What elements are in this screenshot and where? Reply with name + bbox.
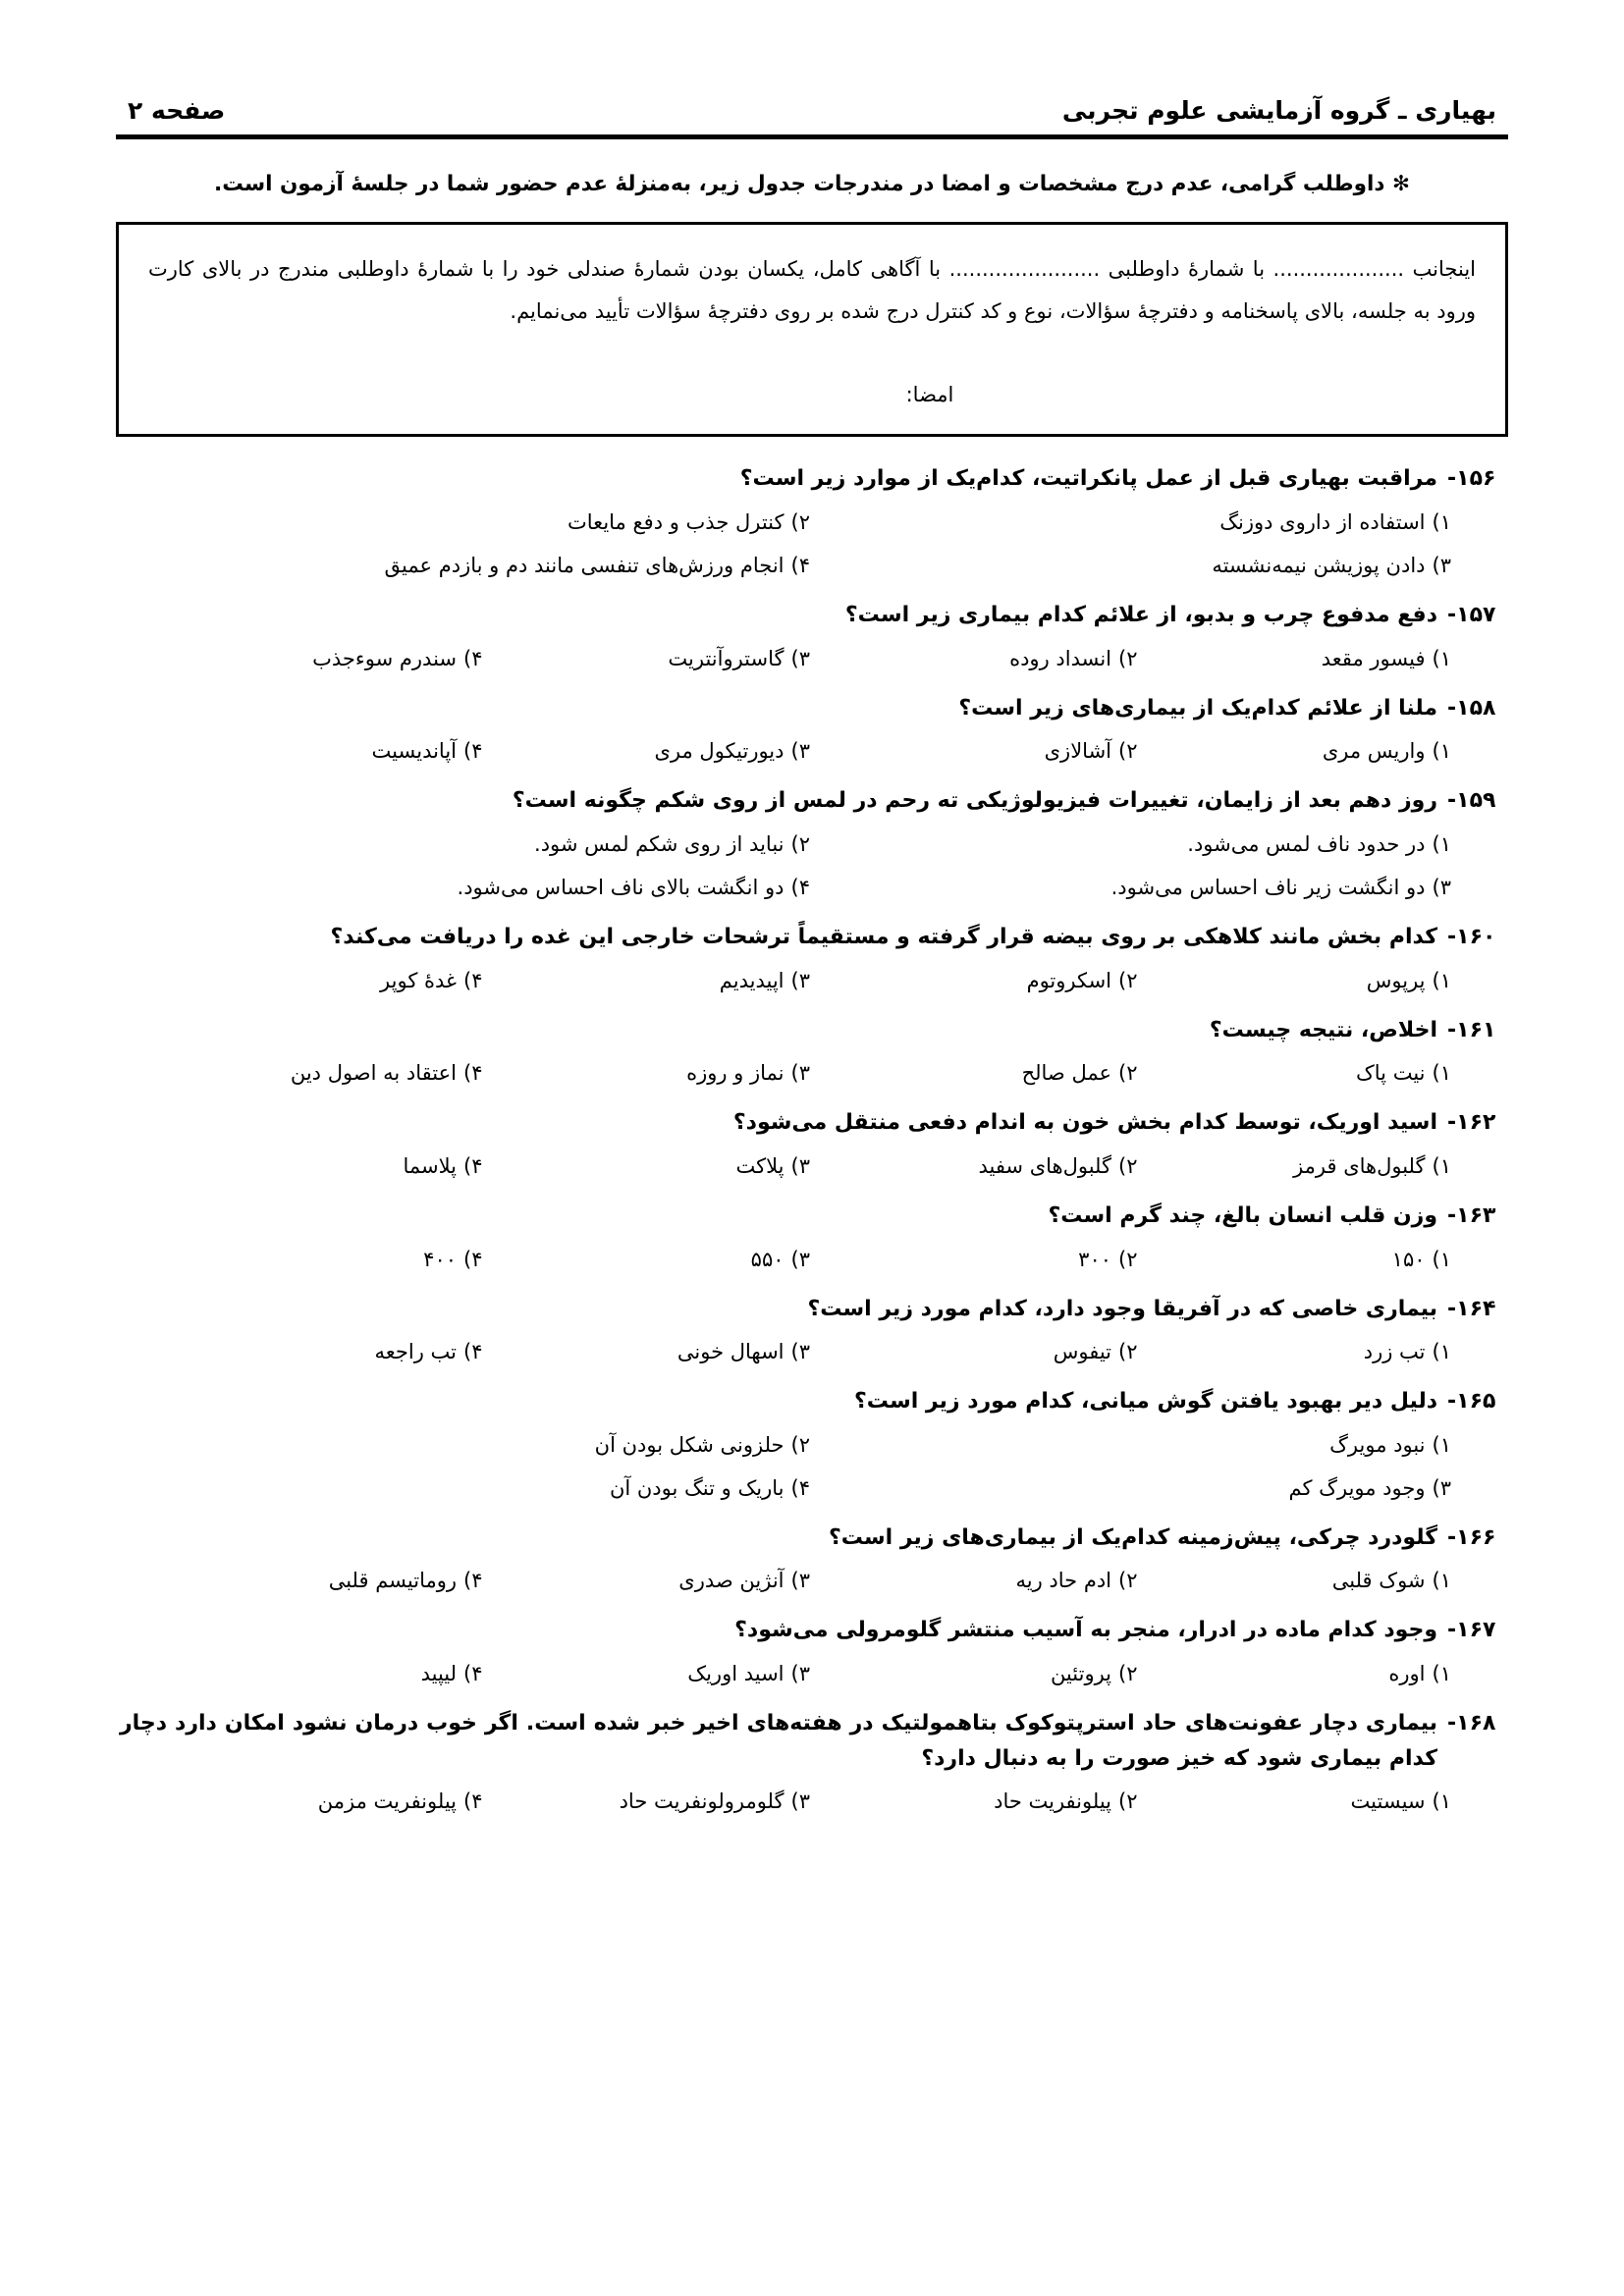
option-label: گلبول‌های سفید [978, 1153, 1112, 1178]
option-number: ۱) [1432, 1340, 1451, 1364]
declaration-box [116, 222, 1508, 437]
question-block [116, 1006, 1508, 1095]
option-number: ۴) [463, 1153, 483, 1178]
option-label: اوره [1388, 1662, 1426, 1686]
question-number: ۱۵۸- [1447, 695, 1496, 721]
option-label: پلاسما [403, 1153, 458, 1178]
page-header [116, 96, 1508, 132]
question-number: ۱۶۲- [1447, 1110, 1496, 1136]
declaration-body: اینجانب .................... با شمارهٔ داوطلبی ....................... با آگاهی کامل، یکسان بودن شمارهٔ صندلی خود را با شمارهٔ داوطلبی مندرج در بالای کارت ورود به جلسه، بالای پاسخنامه و دفترچهٔ سؤالات، نوع و کد کنترل درج شده بر روی دفترچهٔ سؤالات تأیید می‌نمایم. [148, 257, 1476, 324]
options-group [116, 1238, 1508, 1281]
question-block [116, 1606, 1508, 1695]
answer-option[interactable] [155, 1657, 483, 1690]
question-block [116, 913, 1508, 1002]
question-text: کدام بخش مانند کلاهکی بر روی بیضه قرار گرفته و مستقیماً ترشحات خارجی این غده را دریافت می‌کند؟ [330, 924, 1437, 949]
signature-label: امضا: [905, 383, 954, 407]
option-row [155, 866, 1465, 909]
option-row [155, 729, 1465, 773]
option-label: انجام ورزش‌های تنفسی مانند دم و بازدم عمیق [384, 554, 785, 578]
option-number: ۳) [1432, 875, 1451, 899]
option-number: ۲) [1118, 1061, 1138, 1086]
question-number: ۱۶۸- [1447, 1711, 1496, 1736]
answer-option[interactable] [1138, 1335, 1466, 1368]
options-group [116, 1051, 1508, 1095]
answer-option[interactable] [1138, 964, 1466, 997]
question-text: مراقبت بهیاری قبل از عمل پانکراتیت، کدام‌یک از موارد زیر است؟ [739, 466, 1437, 492]
question-block [116, 1377, 1508, 1510]
option-label: فیسور مقعد [1321, 646, 1426, 670]
answer-option[interactable] [810, 1564, 1138, 1597]
option-number: ۲) [1118, 968, 1138, 992]
question-text: اخلاص، نتیجه چیست؟ [1209, 1017, 1437, 1042]
option-number: ۱) [1432, 1662, 1451, 1686]
option-label: دو انگشت زیر ناف احساس می‌شود. [1110, 875, 1426, 899]
option-label: باریک و تنگ بودن آن [609, 1475, 785, 1500]
question-text: دلیل دیر بهبود یافتن گوش میانی، کدام مورد زیر است؟ [854, 1389, 1437, 1415]
question-text: گلودرد چرکی، پیش‌زمینه کدام‌یک از بیماری‌های زیر است؟ [828, 1524, 1437, 1550]
option-number: ۴) [463, 1789, 483, 1814]
question-number: ۱۶۱- [1447, 1017, 1496, 1042]
answer-option[interactable] [483, 964, 811, 997]
option-number: ۳) [790, 1340, 810, 1364]
option-label: دادن پوزیشن نیمه‌نشسته [1212, 554, 1426, 578]
question-block [116, 591, 1508, 680]
option-number: ۲) [1118, 1789, 1138, 1814]
question-text: بیماری دچار عفونت‌های حاد استرپتوکوک بتاهمولتیک در هفته‌های اخیر خبر شده است. اگر خوب درمان نشود امکان دارد دچار کدام بیماری شود که خیز صورت را به دنبال دارد؟ [120, 1711, 1437, 1771]
question-number: ۱۶۴- [1447, 1296, 1496, 1321]
option-label: گلومرولونفریت حاد [619, 1789, 785, 1814]
option-number: ۳) [790, 1247, 810, 1271]
options-group [116, 1559, 1508, 1602]
option-number: ۱) [1432, 831, 1451, 856]
option-number: ۱) [1432, 1153, 1451, 1178]
option-label: دیورتیکول مری [654, 739, 785, 764]
option-label: ۳۰۰ [1078, 1247, 1112, 1271]
options-group [116, 1423, 1508, 1510]
option-label: در حدود ناف لمس می‌شود. [1187, 831, 1426, 856]
option-row [155, 1467, 1465, 1510]
option-number: ۴) [463, 1247, 483, 1271]
option-label: نباید از روی شکم لمس شود. [534, 831, 785, 856]
answer-option[interactable] [155, 828, 810, 861]
option-number: ۲) [790, 510, 810, 535]
option-label: شوک قلبی [1331, 1569, 1426, 1593]
answer-option[interactable] [810, 964, 1138, 997]
answer-option[interactable] [810, 549, 1465, 582]
answer-option[interactable] [1138, 1056, 1466, 1090]
answer-option[interactable] [155, 1428, 810, 1462]
question-text: وجود کدام ماده در ادرار، منجر به آسیب منتشر گلومرولی می‌شود؟ [734, 1618, 1437, 1643]
option-label: سندرم سوءجذب [312, 646, 458, 670]
option-number: ۱) [1432, 1569, 1451, 1593]
answer-option[interactable] [483, 1785, 811, 1818]
option-number: ۲) [1118, 1153, 1138, 1178]
option-label: آشالازی [1044, 739, 1112, 764]
answer-option[interactable] [155, 871, 810, 904]
answer-option[interactable] [155, 1471, 810, 1505]
option-number: ۳) [790, 968, 810, 992]
answer-option[interactable] [1138, 642, 1466, 675]
option-number: ۱) [1432, 1432, 1451, 1457]
answer-option[interactable] [483, 1149, 811, 1183]
option-label: عمل صالح [1021, 1061, 1112, 1086]
answer-option[interactable] [810, 1785, 1138, 1818]
question-block [116, 1192, 1508, 1281]
option-number: ۱) [1432, 510, 1451, 535]
option-number: ۴) [463, 1061, 483, 1086]
option-label: ۱۵۰ [1391, 1247, 1426, 1271]
option-number: ۴) [790, 1475, 810, 1500]
question-stem [116, 684, 1508, 730]
answer-option[interactable] [810, 1149, 1138, 1183]
option-label: نبود مویرگ [1329, 1432, 1426, 1457]
answer-option[interactable] [483, 734, 811, 768]
option-number: ۴) [790, 875, 810, 899]
questions-list [116, 454, 1508, 1823]
candidate-notice: ✻ داوطلب گرامی، عدم درج مشخصات و امضا در مندرجات جدول زیر، به‌منزلهٔ عدم حضور شما در جلسهٔ آزمون است. [214, 172, 1410, 196]
answer-option[interactable] [810, 734, 1138, 768]
header-exam-title: بهیاری ـ گروه آزمایشی علوم تجربی [1061, 96, 1496, 125]
answer-option[interactable] [155, 549, 810, 582]
question-stem [116, 1192, 1508, 1238]
option-label: انسداد روده [1009, 646, 1112, 670]
options-group [116, 1330, 1508, 1373]
options-group [116, 959, 1508, 1002]
option-number: ۲) [790, 1432, 810, 1457]
option-label: لیپید [420, 1662, 458, 1686]
question-stem [116, 913, 1508, 959]
answer-option[interactable] [810, 1056, 1138, 1090]
option-number: ۴) [463, 1662, 483, 1686]
option-label: غدهٔ کوپر [380, 968, 458, 992]
option-number: ۱) [1432, 1247, 1451, 1271]
option-label: آپاندیسیت [371, 739, 458, 764]
option-label: حلزونی شکل بودن آن [594, 1432, 785, 1457]
question-stem [116, 1699, 1508, 1780]
answer-option[interactable] [810, 1471, 1465, 1505]
option-number: ۲) [1118, 1340, 1138, 1364]
options-group [116, 501, 1508, 587]
question-number: ۱۶۰- [1447, 924, 1496, 949]
options-group [116, 1652, 1508, 1695]
option-row [155, 1238, 1465, 1281]
option-label: تیفوس [1053, 1340, 1112, 1364]
question-number: ۱۵۷- [1447, 603, 1496, 628]
question-block [116, 1285, 1508, 1374]
question-block [116, 1699, 1508, 1823]
option-label: اسهال خونی [677, 1340, 785, 1364]
option-number: ۳) [790, 1061, 810, 1086]
question-block [116, 454, 1508, 587]
answer-option[interactable] [1138, 1564, 1466, 1597]
answer-option[interactable] [155, 1564, 483, 1597]
option-label: دو انگشت بالای ناف احساس می‌شود. [457, 875, 785, 899]
options-group [116, 1780, 1508, 1823]
option-row [155, 1145, 1465, 1188]
option-row [155, 1330, 1465, 1373]
option-label: کنترل جذب و دفع مایعات [568, 510, 785, 535]
question-stem [116, 1285, 1508, 1331]
answer-option[interactable] [155, 734, 483, 768]
question-number: ۱۶۳- [1447, 1202, 1496, 1228]
option-label: اسکروتوم [1026, 968, 1112, 992]
option-label: اعتقاد به اصول دین [290, 1061, 458, 1086]
answer-option[interactable] [810, 1657, 1138, 1690]
option-number: ۲) [790, 831, 810, 856]
option-row [155, 1652, 1465, 1695]
question-block [116, 1514, 1508, 1603]
question-stem [116, 1606, 1508, 1652]
answer-option[interactable] [1138, 1657, 1466, 1690]
option-number: ۲) [1118, 1247, 1138, 1271]
option-row [155, 544, 1465, 587]
option-number: ۱) [1432, 1061, 1451, 1086]
question-text: ملنا از علائم کدام‌یک از بیماری‌های زیر است؟ [958, 695, 1437, 721]
answer-option[interactable] [483, 1564, 811, 1597]
question-stem [116, 1377, 1508, 1423]
answer-option[interactable] [155, 506, 810, 539]
answer-option[interactable] [810, 506, 1465, 539]
question-block [116, 684, 1508, 774]
question-stem [116, 776, 1508, 823]
question-stem [116, 1514, 1508, 1560]
option-number: ۳) [790, 739, 810, 764]
option-number: ۴) [790, 554, 810, 578]
option-row [155, 823, 1465, 866]
option-label: اسید اوریک [687, 1662, 785, 1686]
answer-option[interactable] [1138, 1149, 1466, 1183]
answer-option[interactable] [1138, 734, 1466, 768]
option-number: ۳) [790, 1789, 810, 1814]
option-number: ۲) [1118, 1662, 1138, 1686]
option-row [155, 1559, 1465, 1602]
option-number: ۳) [790, 646, 810, 670]
option-label: ۴۰۰ [423, 1247, 458, 1271]
option-row [155, 637, 1465, 680]
header-page-number: صفحه ۲ [128, 96, 226, 125]
question-block [116, 776, 1508, 909]
option-label: پرپوس [1366, 968, 1426, 992]
answer-option[interactable] [155, 1335, 483, 1368]
option-label: ادم حاد ریه [1015, 1569, 1112, 1593]
question-number: ۱۶۶- [1447, 1524, 1496, 1550]
option-number: ۱) [1432, 1789, 1451, 1814]
answer-option[interactable] [810, 1428, 1465, 1462]
option-row [155, 1780, 1465, 1823]
option-number: ۴) [463, 1569, 483, 1593]
question-text: اسید اوریک، توسط کدام بخش خون به اندام دفعی منتقل می‌شود؟ [732, 1110, 1437, 1136]
option-number: ۱) [1432, 739, 1451, 764]
answer-option[interactable] [1138, 1243, 1466, 1276]
answer-option[interactable] [155, 964, 483, 997]
answer-option[interactable] [155, 1243, 483, 1276]
option-row [155, 959, 1465, 1002]
option-label: پروتئین [1050, 1662, 1112, 1686]
answer-option[interactable] [155, 1785, 483, 1818]
option-label: اپیدیدیم [719, 968, 785, 992]
option-label: گاستروآنتریت [668, 646, 785, 670]
options-group [116, 823, 1508, 909]
option-label: روماتیسم قلبی [328, 1569, 458, 1593]
option-number: ۲) [1118, 739, 1138, 764]
option-label: پیلونفریت مزمن [317, 1789, 458, 1814]
question-stem [116, 1098, 1508, 1145]
option-row [155, 501, 1465, 544]
option-label: تب راجعه [374, 1340, 458, 1364]
option-label: وجود مویرگ کم [1288, 1475, 1426, 1500]
question-stem [116, 591, 1508, 637]
option-label: پیلونفریت حاد [994, 1789, 1112, 1814]
option-number: ۲) [1118, 1569, 1138, 1593]
option-label: نیت پاک [1355, 1061, 1426, 1086]
question-stem [116, 454, 1508, 501]
answer-option[interactable] [810, 642, 1138, 675]
option-number: ۳) [1432, 554, 1451, 578]
answer-option[interactable] [810, 828, 1465, 861]
option-number: ۱) [1432, 968, 1451, 992]
answer-option[interactable] [483, 1243, 811, 1276]
question-number: ۱۶۵- [1447, 1389, 1496, 1415]
option-label: واریس مری [1322, 739, 1426, 764]
answer-option[interactable] [483, 1056, 811, 1090]
option-number: ۳) [790, 1569, 810, 1593]
answer-option[interactable] [155, 1056, 483, 1090]
option-label: گلبول‌های قرمز [1293, 1153, 1426, 1178]
answer-option[interactable] [483, 1657, 811, 1690]
answer-option[interactable] [810, 1243, 1138, 1276]
question-text: بیماری خاصی که در آفریقا وجود دارد، کدام مورد زیر است؟ [807, 1296, 1437, 1321]
answer-option[interactable] [810, 871, 1465, 904]
answer-option[interactable] [155, 1149, 483, 1183]
option-number: ۱) [1432, 646, 1451, 670]
option-number: ۴) [463, 739, 483, 764]
question-number: ۱۵۶- [1447, 466, 1496, 492]
options-group [116, 1145, 1508, 1188]
question-stem [116, 1006, 1508, 1052]
option-number: ۳) [790, 1662, 810, 1686]
option-number: ۲) [1118, 646, 1138, 670]
option-number: ۴) [463, 1340, 483, 1364]
option-label: آنژین صدری [678, 1569, 785, 1593]
answer-option[interactable] [155, 642, 483, 675]
question-block [116, 1098, 1508, 1188]
question-number: ۱۵۹- [1447, 788, 1496, 814]
header-divider [116, 134, 1508, 139]
option-number: ۳) [1432, 1475, 1451, 1500]
options-group [116, 729, 1508, 773]
option-number: ۴) [463, 968, 483, 992]
option-row [155, 1051, 1465, 1095]
answer-option[interactable] [483, 642, 811, 675]
answer-option[interactable] [810, 1335, 1138, 1368]
option-number: ۴) [463, 646, 483, 670]
option-label: نماز و روزه [686, 1061, 785, 1086]
option-row [155, 1423, 1465, 1467]
question-text: دفع مدفوع چرب و بدبو، از علائم کدام بیماری زیر است؟ [844, 603, 1437, 628]
answer-option[interactable] [483, 1335, 811, 1368]
option-number: ۳) [790, 1153, 810, 1178]
question-number: ۱۶۷- [1447, 1618, 1496, 1643]
option-label: سیستیت [1350, 1789, 1426, 1814]
option-label: پلاکت [735, 1153, 785, 1178]
question-text: وزن قلب انسان بالغ، چند گرم است؟ [1048, 1202, 1437, 1228]
answer-option[interactable] [1138, 1785, 1466, 1818]
options-group [116, 637, 1508, 680]
option-label: استفاده از داروی دوزنگ [1219, 510, 1426, 535]
question-text: روز دهم بعد از زایمان، تغییرات فیزیولوژیکی ته رحم در لمس از روی شکم چگونه است؟ [512, 788, 1437, 814]
option-label: ۵۵۰ [750, 1247, 785, 1271]
option-label: تب زرد [1363, 1340, 1426, 1364]
